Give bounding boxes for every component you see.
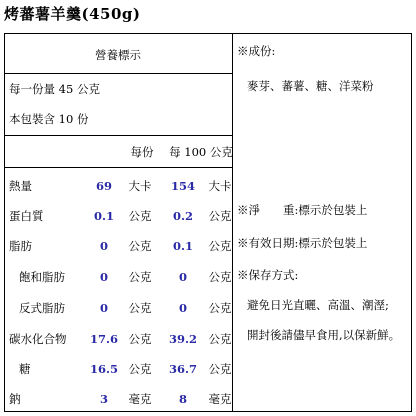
column-header-per-100g: 每 100 公克 <box>169 145 233 159</box>
nutrient-value: 154 <box>170 179 196 193</box>
nutrient-unit: 公克 <box>208 301 232 315</box>
nutrient-value: 0 <box>99 301 109 315</box>
nutrient-value: 0.2 <box>172 209 194 223</box>
divider-line <box>5 135 232 136</box>
nutrient-value: 17.6 <box>89 332 119 346</box>
nutrient-label: 飽和脂肪 <box>19 270 65 284</box>
nutrient-unit: 毫克 <box>208 392 232 406</box>
nutrient-unit: 大卡 <box>128 179 152 193</box>
net-weight: ※淨 重:標示於包裝上 <box>237 203 368 217</box>
nutrient-unit: 毫克 <box>128 392 152 406</box>
nutrient-value: 3 <box>99 392 109 406</box>
label-frame <box>4 33 412 412</box>
nutrient-label: 脂肪 <box>9 239 32 253</box>
nutrient-value: 16.5 <box>89 362 119 376</box>
column-header-per-serving: 每份 <box>130 145 154 159</box>
nutrient-unit: 公克 <box>128 332 152 346</box>
nutrient-value: 0.1 <box>93 209 115 223</box>
nutrient-unit: 大卡 <box>208 179 232 193</box>
nutrient-value: 8 <box>178 392 188 406</box>
nutrient-value: 0.1 <box>172 239 194 253</box>
nutrient-label: 蛋白質 <box>9 209 44 223</box>
storage-line-1: 避免日光直曬、高溫、潮溼; <box>247 298 389 312</box>
servings-per-package: 本包裝含 10 份 <box>9 112 89 126</box>
nutrient-unit: 公克 <box>208 209 232 223</box>
nutrient-unit: 公克 <box>208 332 232 346</box>
nutrition-heading: 營養標示 <box>95 48 141 62</box>
nutrient-label: 鈉 <box>9 392 21 406</box>
nutrient-unit: 公克 <box>128 362 152 376</box>
ingredients-label: ※成份: <box>237 44 276 58</box>
storage-label: ※保存方式: <box>237 268 299 282</box>
nutrient-value: 69 <box>95 179 113 193</box>
nutrient-unit: 公克 <box>128 270 152 284</box>
nutrient-value: 0 <box>178 301 188 315</box>
nutrient-label: 糖 <box>19 362 31 376</box>
product-title: 烤蕃薯羊羹(450g) <box>4 5 141 23</box>
nutrient-unit: 公克 <box>128 239 152 253</box>
nutrient-unit: 公克 <box>208 239 232 253</box>
nutrient-value: 39.2 <box>168 332 198 346</box>
nutrient-value: 0 <box>99 239 109 253</box>
nutrient-unit: 公克 <box>128 209 152 223</box>
nutrient-label: 反式脂肪 <box>19 301 65 315</box>
nutrient-label: 碳水化合物 <box>9 332 67 346</box>
nutrient-unit: 公克 <box>208 270 232 284</box>
nutrient-value: 36.7 <box>168 362 198 376</box>
divider-line <box>5 167 232 168</box>
nutrient-unit: 公克 <box>128 301 152 315</box>
nutrient-unit: 公克 <box>208 362 232 376</box>
divider-line <box>5 73 232 74</box>
ingredients-value: 麥芽、蕃薯、糖、洋菜粉 <box>247 79 374 93</box>
nutrient-label: 熱量 <box>9 179 32 193</box>
nutrient-value: 0 <box>99 270 109 284</box>
nutrient-value: 0 <box>178 270 188 284</box>
storage-line-2: 開封後請儘早食用,以保新鮮。 <box>247 328 401 342</box>
column-divider <box>232 34 233 411</box>
expiry-date: ※有效日期:標示於包裝上 <box>237 236 368 250</box>
serving-size: 每一份量 45 公克 <box>9 82 100 96</box>
